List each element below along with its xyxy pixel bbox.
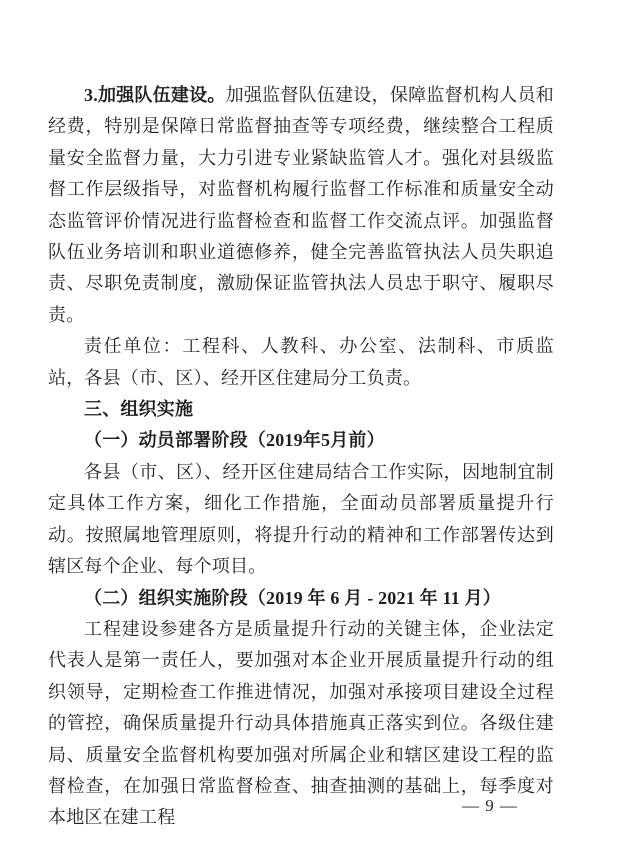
paragraph-team-building-text: 加强监督队伍建设，保障监督机构人员和经费，特别是保障日常监督抽查等专项经费，继续整合工程质量安全监督力量，大力引进专业紧缺监管人才。强化对县级监督工作层级指导，对监督机构履行监督工作标准和质量安全动态监管评价情况进行监督检查和监督工作交流点评。加强监督队伍业务培训和职业道德修养，健全完善监管执法人员失职追责、尽职免责制度，激励保证监管执法人员忠于职守、履职尽责。 <box>48 85 554 325</box>
paragraph-implementation-stage: 工程建设参建各方是质量提升行动的关键主体，企业法定代表人是第一责任人，要加强对本企业开展质量提升行动的组织领导，定期检查工作推进情况，加强对承接项目建设全过程的管控，确保质量提升行动具体措施真正落实到位。各级住建局、质量安全监督机构要加强对所属企业和辖区建设工程的监督检查，在加强日常监督检查、抽查抽测的基础上，每季度对本地区在建工程 <box>48 618 554 828</box>
page-number: — 9 — <box>462 796 518 815</box>
paragraph-mobilization-stage: 各县（市、区）、经开区住建局结合工作实际，因地制宜制定具体工作方案，细化工作措施，全面动员部署质量提升行动。按照属地管理原则，将提升行动的精神和工作部署传达到辖区每个企业、每个项目。 <box>48 461 554 577</box>
document-body <box>48 80 554 834</box>
heading-mobilization-stage: （一）动员部署阶段（2019年5月前） <box>84 430 385 451</box>
paragraph-responsible-units: 责任单位：工程科、人教科、办公室、法制科、市质监站，各县（市、区）、经开区住建局分工负责。 <box>48 336 554 388</box>
paragraph-team-building <box>48 80 554 331</box>
heading-organization-implementation: 三、组织实施 <box>84 399 194 420</box>
paragraph-team-building-lead: 3.加强队伍建设。 <box>84 85 226 105</box>
heading-implementation-stage: （二）组织实施阶段（2019 年 6 月 - 2021 年 11 月） <box>84 587 501 608</box>
